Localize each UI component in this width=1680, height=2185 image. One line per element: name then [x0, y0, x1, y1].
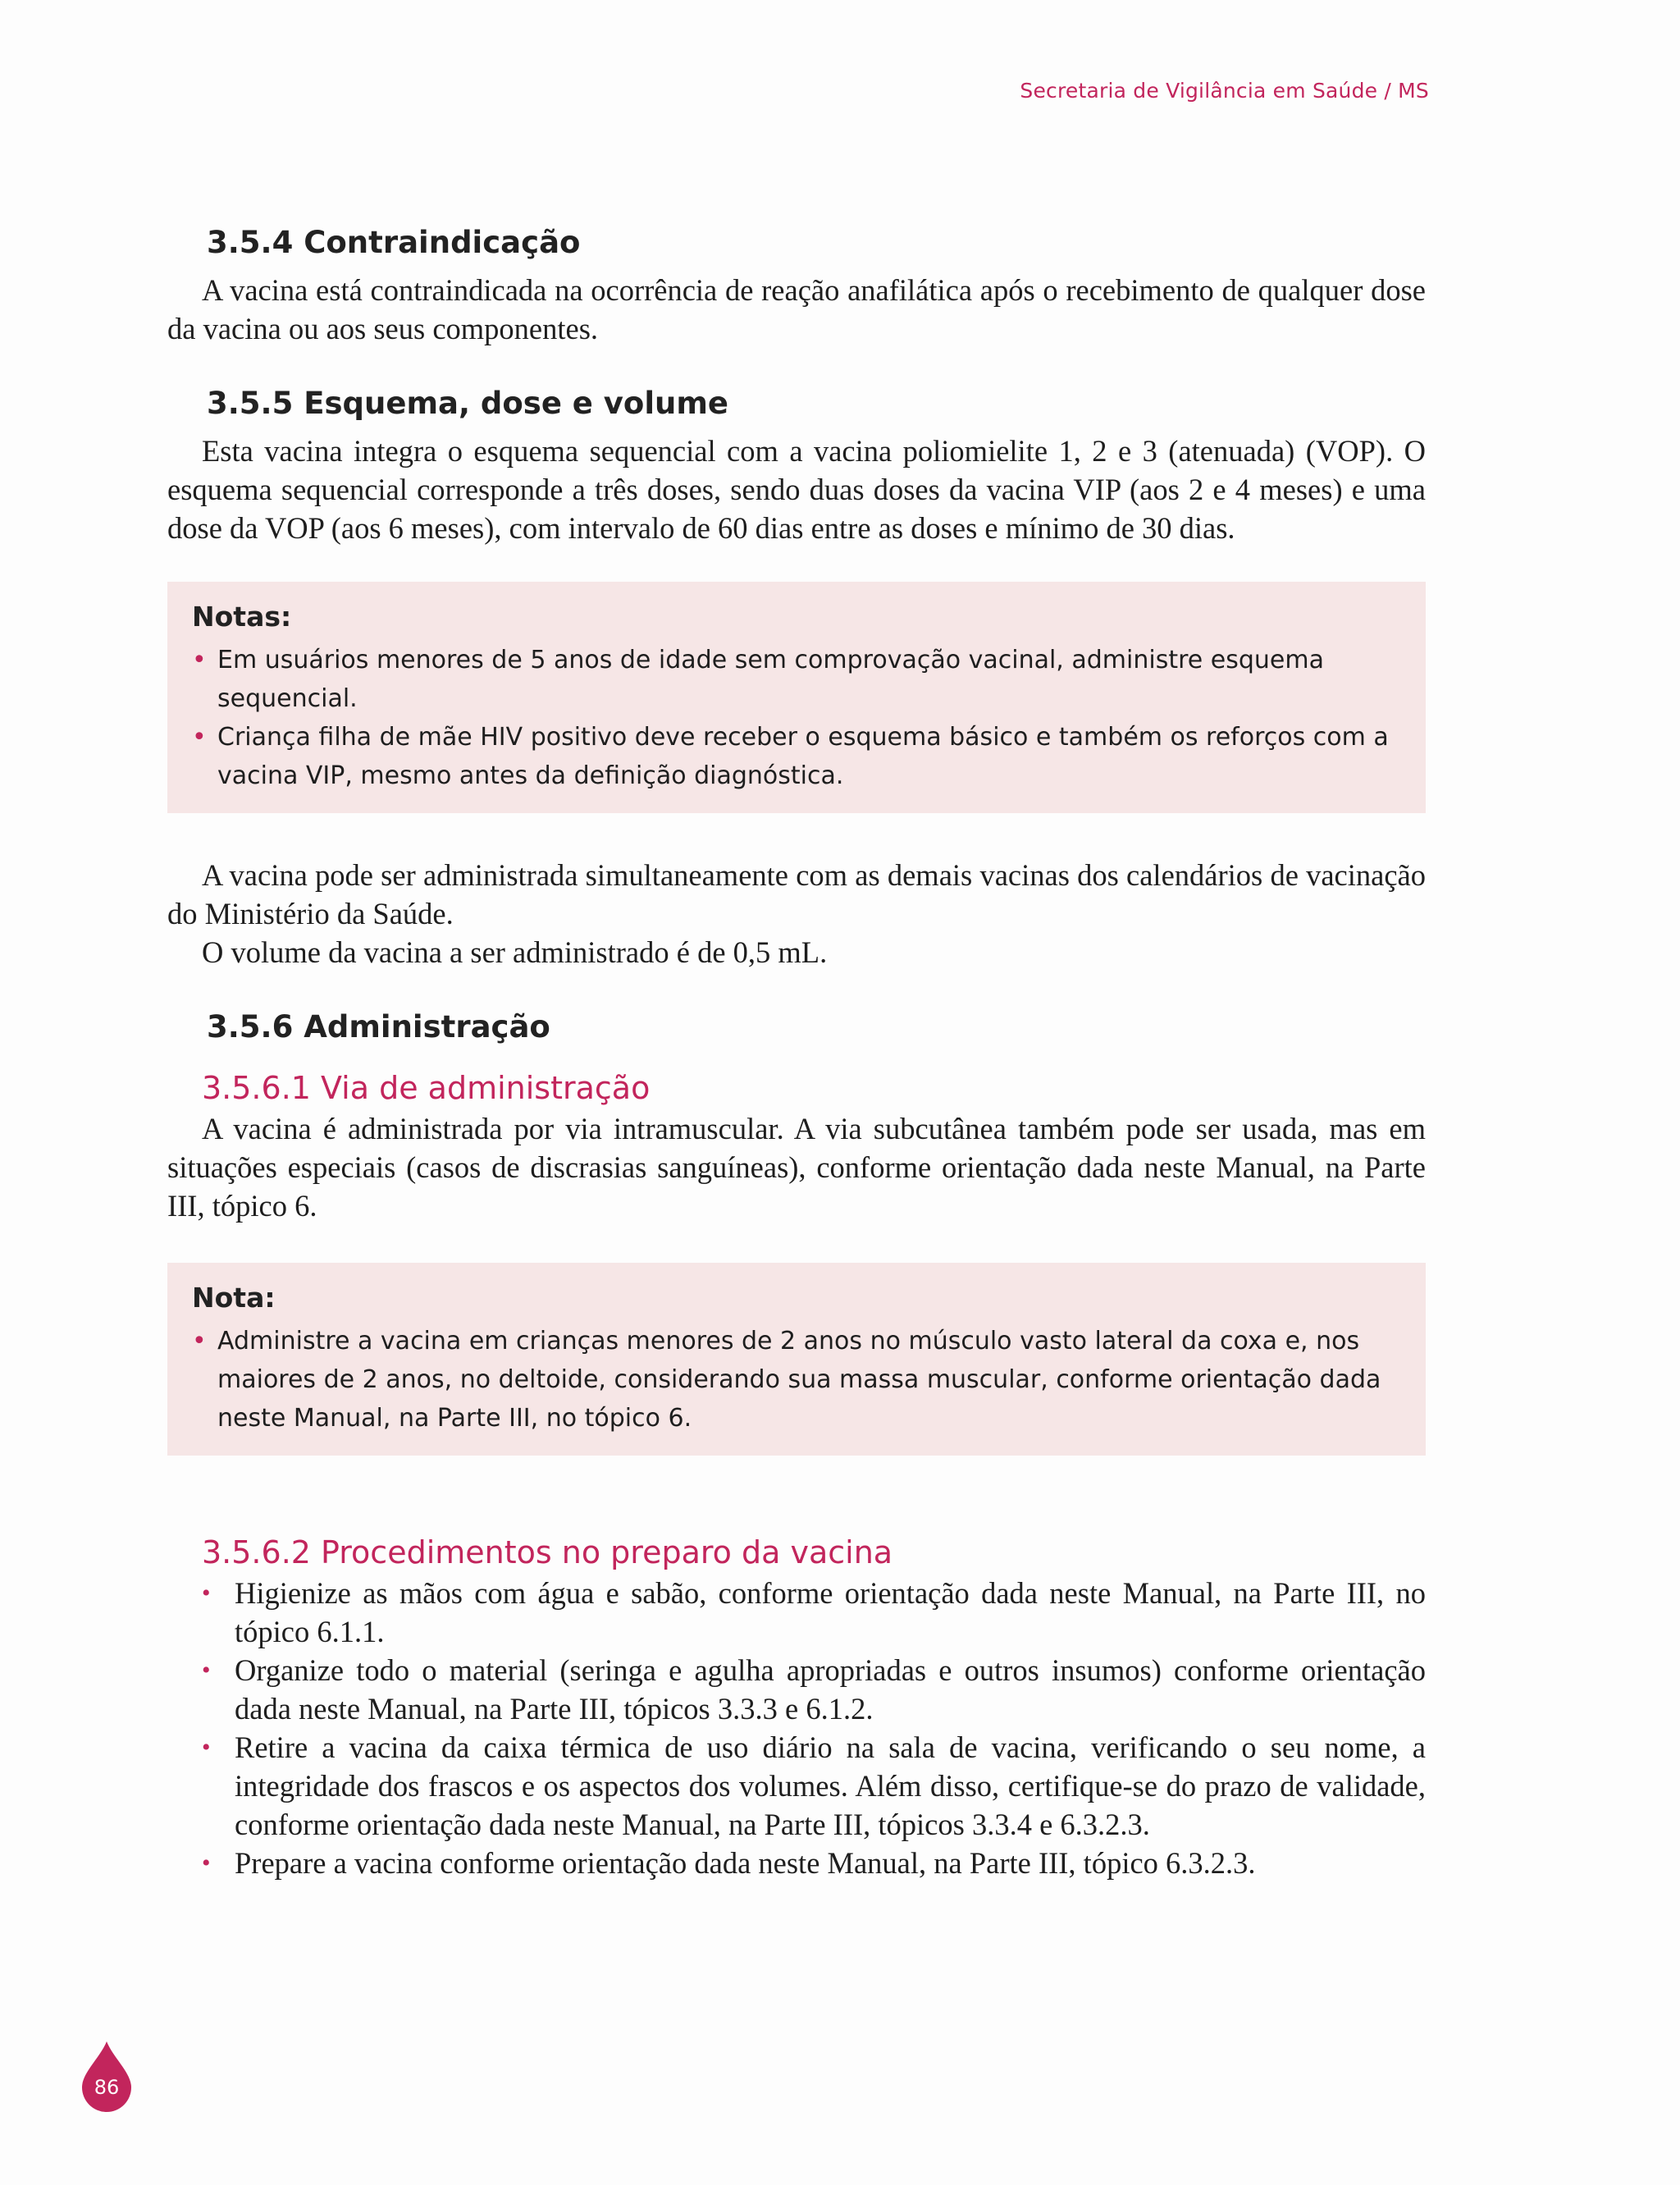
paragraph-contraindicacao: A vacina está contraindicada na ocorrência de reação anafilática após o recebimento de qualquer dose da vacina ou aos seus componentes.: [167, 273, 1426, 345]
bullet-icon: •: [202, 1849, 211, 1876]
note-list: [192, 1322, 1401, 1438]
subsection-heading-via: 3.5.6.1 Via de administração: [202, 1070, 651, 1106]
bullet-icon: •: [192, 646, 207, 674]
note-item: • Administre a vacina em crianças menores de 2 anos no músculo vasto lateral da coxa e, nos maiores de 2 anos, no deltoide, considerando sua massa muscular, conforme orientação dada neste Manual, na Parte III, no tópico 6.: [192, 1322, 1401, 1438]
bullet-icon: •: [202, 1734, 211, 1761]
page-number: 86: [94, 2076, 120, 2099]
paragraph-simultaneous: A vacina pode ser administrada simultaneamente com as demais vacinas dos calendários de vacinação do Ministério da Saúde.: [167, 858, 1426, 930]
bullet-icon: •: [202, 1657, 211, 1684]
list-item: • Higienize as mãos com água e sabão, conforme orientação dada neste Manual, na Parte III, no tópico 6.1.1.: [167, 1574, 1426, 1651]
list-item: • Prepare a vacina conforme orientação dada neste Manual, na Parte III, tópico 6.3.2.3.: [167, 1844, 1426, 1882]
paragraph-via: A vacina é administrada por via intramuscular. A via subcutânea também pode ser usada, mas em situações especiais (casos de discrasias sanguíneas), conforme orientação dada neste Manual, na Parte III, tópico 6.: [167, 1112, 1426, 1223]
section-heading-administracao: 3.5.6 Administração: [207, 1009, 550, 1045]
bullet-icon: •: [192, 1327, 207, 1355]
bullet-icon: •: [192, 723, 207, 752]
note-item: • Criança filha de mãe HIV positivo deve receber o esquema básico e também os reforços com a vacina VIP, mesmo antes da definição diagnóstica.: [192, 718, 1401, 795]
paragraph-esquema: Esta vacina integra o esquema sequencial com a vacina poliomielite 1, 2 e 3 (atenuada) (VOP). O esquema sequencial corresponde a três doses, sendo duas doses da vacina VIP (aos 2 e 4 meses) e uma dose da VOP (aos 6 meses), com intervalo de 60 dias entre as doses e mínimo de 30 dias.: [167, 434, 1426, 545]
page-number-drop: [82, 2041, 131, 2112]
notes-list: [192, 641, 1401, 795]
notes-title: Notas:: [192, 601, 292, 633]
note-item: • Em usuários menores de 5 anos de idade sem comprovação vacinal, administre esquema sequencial.: [192, 641, 1401, 718]
bullet-icon: •: [202, 1579, 211, 1607]
paragraph-volume: O volume da vacina a ser administrado é de 0,5 mL.: [202, 935, 828, 969]
page-content: [167, 220, 1426, 1882]
list-item: • Organize todo o material (seringa e agulha apropriadas e outros insumos) conforme orientação dada neste Manual, na Parte III, tópicos 3.3.3 e 6.1.2.: [167, 1651, 1426, 1728]
subsection-heading-preparo: 3.5.6.2 Procedimentos no preparo da vacina: [202, 1534, 893, 1570]
note-box: [167, 1263, 1426, 1456]
section-heading-contraindicacao: 3.5.4 Contraindicação: [207, 225, 581, 260]
note-title: Nota:: [192, 1282, 276, 1314]
procedure-list: [167, 1574, 1426, 1882]
notes-box: [167, 582, 1426, 813]
section-heading-esquema: 3.5.5 Esquema, dose e volume: [207, 386, 728, 421]
list-item: • Retire a vacina da caixa térmica de uso diário na sala de vacina, verificando o seu nome, a integridade dos frascos e os aspectos dos volumes. Além disso, certifique-se do prazo de validade, conforme orientação dada neste Manual, na Parte III, tópicos 3.3.4 e 6.3.2.3.: [167, 1728, 1426, 1844]
running-header: Secretaria de Vigilância em Saúde / MS: [1020, 79, 1429, 103]
